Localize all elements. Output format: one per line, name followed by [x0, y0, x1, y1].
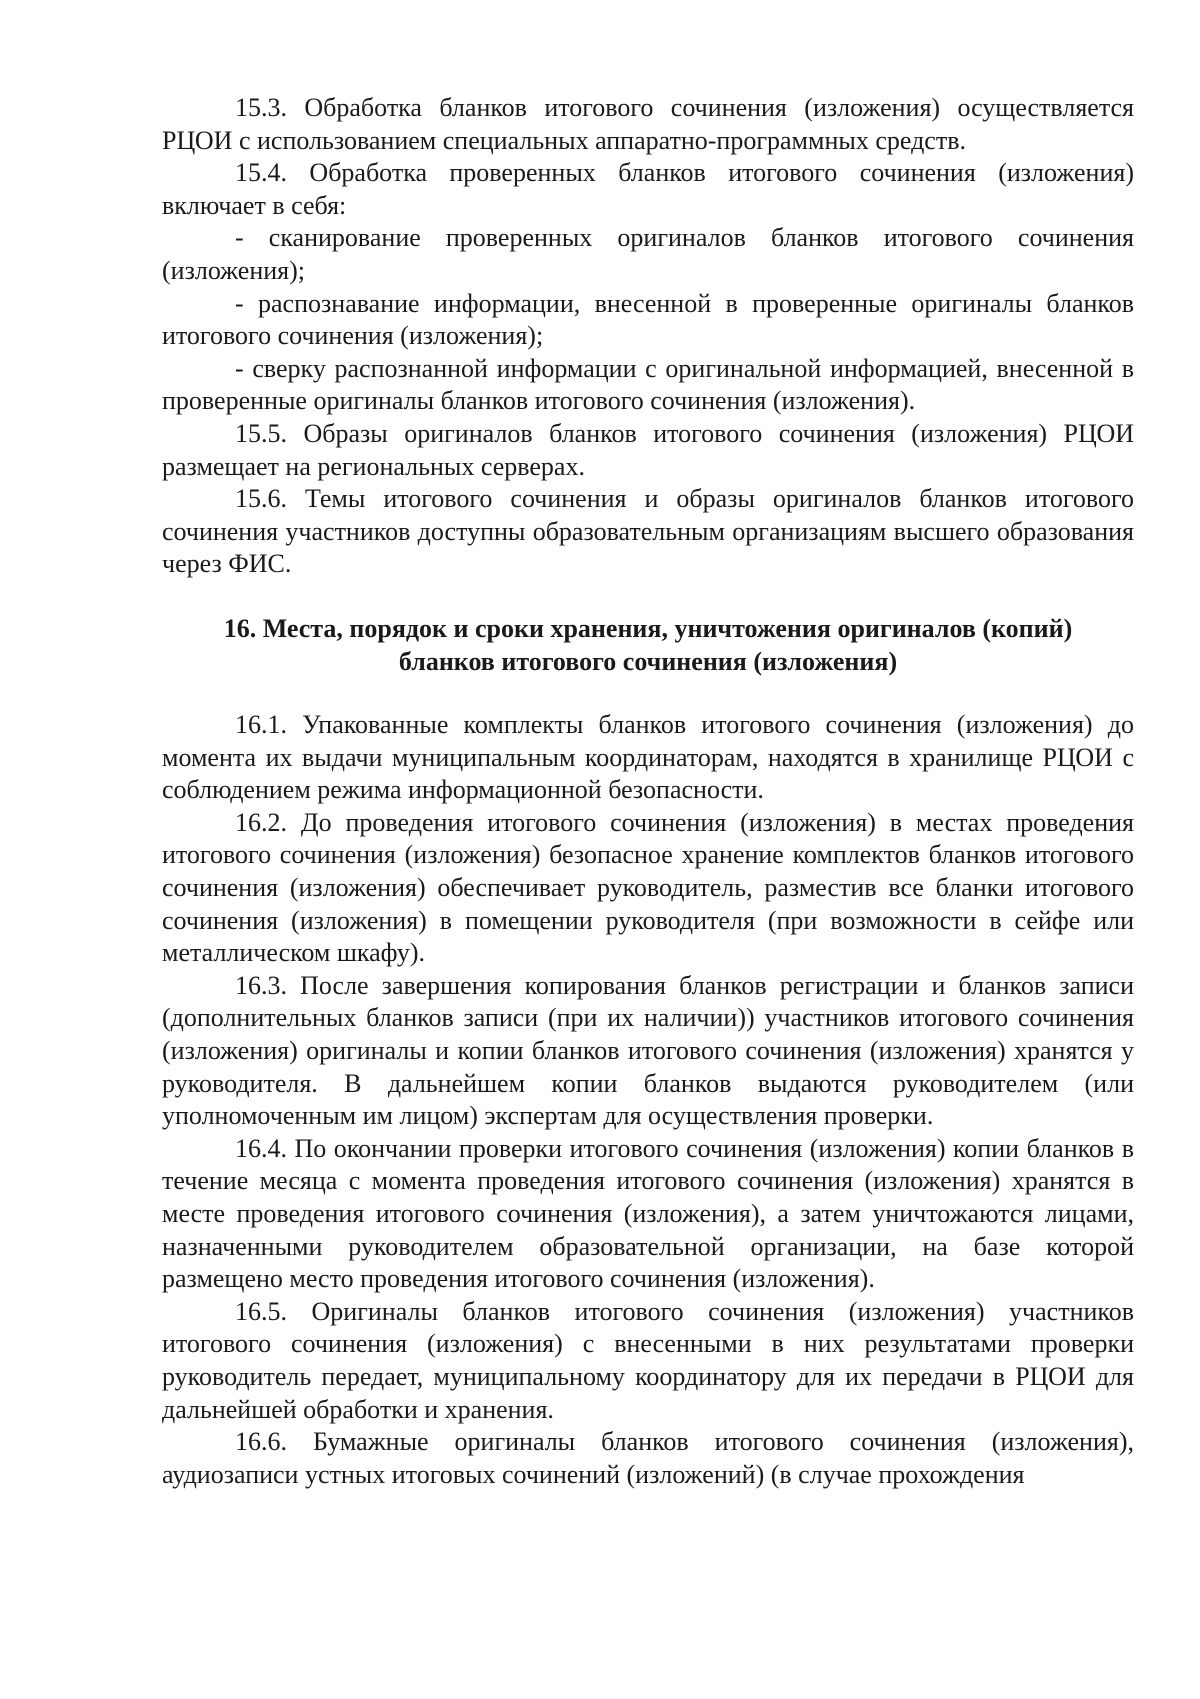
paragraph-16-4: 16.4. По окончании проверки итогового сочинения (изложения) копии бланков в течение месяца с момента проведения итогового сочинения (изложения) хранятся в месте проведения итогового сочинения (изложения), а затем уничтожаются лицами, назначенными руководителем образовательной организации, на базе которой размещено место проведения итогового сочинения (изложения). [162, 1133, 1134, 1294]
paragraph-15-6: 15.6. Темы итогового сочинения и образы оригиналов бланков итогового сочинения участников доступны образовательным организациям высшего образования через ФИС. [162, 484, 1134, 579]
paragraph-16-6: 16.6. Бумажные оригиналы бланков итогового сочинения (изложения), аудиозаписи устных итоговых сочинений (изложений) (в случае прохождения [162, 1427, 1134, 1489]
document-page [162, 92, 1134, 1491]
paragraph-15-4: 15.4. Обработка проверенных бланков итогового сочинения (изложения) включает в себя: [162, 158, 1134, 220]
list-item-recognition: - распознавание информации, внесенной в проверенные оригиналы бланков итогового сочинения (изложения); [162, 288, 1134, 351]
paragraph-15-3: 15.3. Обработка бланков итогового сочинения (изложения) осуществляется РЦОИ с использованием специальных аппаратно-программных средств. [162, 93, 1134, 155]
paragraph-15-5: 15.5. Образы оригиналов бланков итогового сочинения (изложения) РЦОИ размещает на региональных серверах. [162, 418, 1134, 481]
paragraph-16-2: 16.2. До проведения итогового сочинения (изложения) в местах проведения итогового сочинения (изложения) безопасное хранение комплектов бланков итогового сочинения (изложения) обеспечивает руководитель, разместив все бланки итогового сочинения (изложения) в помещении руководителя (при возможности в сейфе или металлическом шкафу). [162, 807, 1134, 968]
paragraph-16-3: 16.3. После завершения копирования бланков регистрации и бланков записи (дополнительных бланков записи (при их наличии)) участников итогового сочинения (изложения) оригиналы и копии бланков итогового сочинения (изложения) хранятся у руководителя. В дальнейшем копии бланков выдаются руководителем (или уполномоченным им лицом) экспертам для осуществления проверки. [162, 970, 1134, 1131]
paragraph-16-1: 16.1. Упакованные комплекты бланков итогового сочинения (изложения) до момента их выдачи муниципальным координаторам, находятся в хранилище РЦОИ с соблюдением режима информационной безопасности. [162, 710, 1134, 805]
list-item-scanning: - сканирование проверенных оригиналов бланков итогового сочинения (изложения); [162, 223, 1134, 285]
section-16-heading-line1: 16. Места, порядок и сроки хранения, уничтожения оригиналов (копий) [223, 613, 1073, 643]
section-16-heading [162, 613, 1134, 678]
paragraph-16-5: 16.5. Оригиналы бланков итогового сочинения (изложения) участников итогового сочинения (изложения) с внесенными в них результатами проверки руководитель передает, муниципальному координатору для их передачи в РЦОИ для дальнейшей обработки и хранения. [162, 1296, 1134, 1424]
section-16-heading-line2: бланков итогового сочинения (изложения) [398, 646, 898, 676]
list-item-verification: - сверку распознанной информации с оригинальной информацией, внесенной в проверенные оригиналы бланков итогового сочинения (изложения). [162, 353, 1134, 416]
